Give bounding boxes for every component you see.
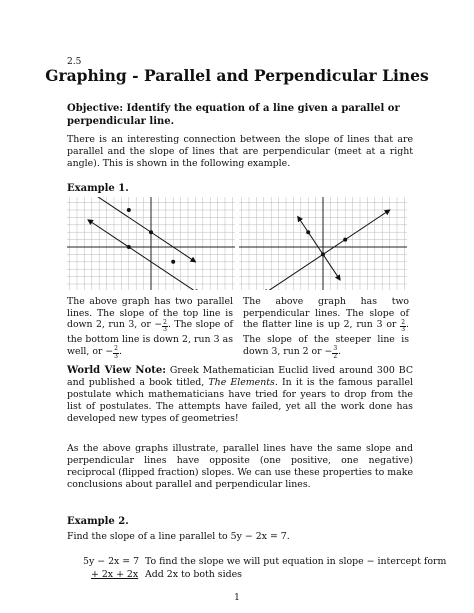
point — [343, 238, 347, 242]
top-line — [88, 197, 195, 262]
page-number: 1 — [234, 593, 240, 603]
fraction-numerator: 2 — [401, 318, 406, 326]
world-view-text: Greek Mathematician Euclid lived around 300 BC and published a book titled, — [67, 365, 413, 388]
steeper-line — [298, 217, 340, 280]
example-1-heading: Example 1. — [67, 183, 129, 194]
page-title: Graphing - Parallel and Perpendicular Lines — [45, 66, 429, 85]
point — [127, 245, 131, 249]
fraction-denominator: 3 — [163, 326, 167, 334]
point — [149, 230, 153, 234]
work-note: Add 2x to both sides — [145, 569, 242, 580]
section-number: 2.5 — [67, 57, 82, 67]
example-2-problem: Find the slope of a line parallel to 5y − 2x = 7. — [67, 531, 290, 542]
fraction-denominator: 2 — [333, 352, 338, 360]
perpendicular-caption-text-2: . The slope of the steeper line is down 3, run 2 or − — [243, 319, 409, 357]
perpendicular-caption — [243, 296, 409, 360]
objective: Objective: Identify the equation of a line given a parallel or perpendicular line. — [67, 103, 400, 127]
parallel-lines-graph — [67, 197, 235, 290]
perpendicular-lines-graph — [239, 197, 407, 290]
point — [171, 260, 175, 264]
intro-paragraph: There is an interesting connection between the slope of lines that are parallel and the slope of lines that are perpendicular (meet at a right angle). This is shown in the following example. — [67, 134, 413, 169]
world-view-label: World View Note: — [67, 365, 166, 376]
fraction-numerator: 2 — [163, 318, 167, 326]
fraction-numerator: 2 — [114, 345, 118, 353]
parallel-caption-text-1: The above graph has two parallel lines. The slope of the top line is down 2, run 3, or − — [67, 296, 233, 331]
work-equation: 5y − 2x = 7 — [83, 556, 140, 567]
perpendicular-caption-text-3: . — [338, 345, 342, 357]
world-view-text: . In it is the famous parallel postulate which mathematicians have tried for years to drop from the list of postulates. The attempts have failed, yet all the work done has developed new types of geometries! — [67, 377, 413, 424]
graphs-explanation: As the above graphs illustrate, parallel lines have the same slope and perpendicular lines have opposite (one positive, one negative) reciprocal (flipped fraction) slopes. We can use these properties to make conclusions about parallel and perpendicular lines. — [67, 443, 414, 490]
example-2-heading: Example 2. — [67, 516, 129, 527]
parallel-caption-text-3: . — [118, 345, 122, 357]
point — [127, 208, 131, 212]
fraction-denominator: 3 — [401, 326, 406, 334]
work-equation: + 2x + 2x — [91, 569, 139, 580]
parallel-caption-text-2: . The slope of the bottom line is down 2, run 3 as well, or − — [67, 319, 233, 357]
perpendicular-caption-text-1: The above graph has two perpendicular lines. The slope of the flatter line is up 2, run 3 or — [243, 296, 409, 331]
book-title: The Elements — [208, 377, 275, 388]
point — [306, 230, 310, 234]
work-note: To find the slope we will put equation in slope − intercept form — [145, 556, 447, 567]
world-view-note — [67, 365, 413, 425]
point — [321, 252, 325, 256]
parallel-caption — [67, 296, 233, 360]
fraction-denominator: 3 — [114, 352, 118, 360]
fraction-numerator: 3 — [333, 345, 338, 353]
flatter-line — [264, 210, 390, 290]
